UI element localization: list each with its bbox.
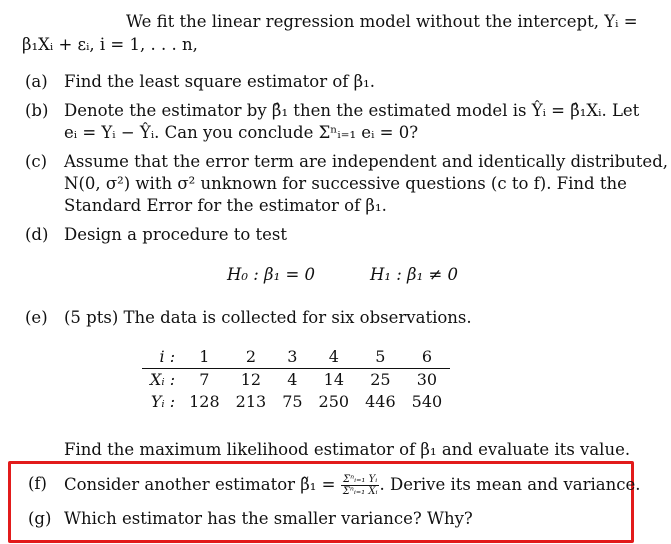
table-cell: 3 [274,346,310,369]
table-cell: 12 [240,370,262,389]
intro-line-1: We fit the linear regression model without the intercept, Yᵢ = [126,12,638,31]
fraction-denominator: Σⁿᵢ₌₁ Xᵢ [342,486,378,497]
part-c-label: (c) [25,152,48,171]
part-c-text-2: N(0, σ²) with σ² unknown for successive questions (c to f). Find the [64,174,627,193]
table-row-x [142,369,450,392]
observations-table [142,346,450,413]
part-b-text-2: eᵢ = Yᵢ − Ŷᵢ. Can you conclude Σⁿᵢ₌₁ eᵢ = 0? [64,123,419,142]
table-row-header: Xᵢ : [150,370,176,389]
table-row-header: i : [142,346,181,369]
part-e-text: (5 pts) The data is collected for six observations. [64,308,472,327]
alt-hypothesis: H₁ : β₁ ≠ 0 [370,265,459,284]
table-row-index [142,346,450,369]
table-cell: 14 [323,370,344,389]
part-g-text: Which estimator has the smaller variance? Why? [64,509,473,528]
table-cell: 2 [228,346,275,369]
table-cell: 75 [282,392,303,411]
part-d-label: (d) [25,225,49,244]
table-cell: 4 [287,370,298,389]
part-b-label: (b) [25,101,49,120]
table-row-header: Yᵢ : [150,392,176,411]
part-f-label: (f) [28,474,47,493]
intro-line-2: β₁Xᵢ + εᵢ, i = 1, . . . n, [22,35,198,54]
null-hypothesis: H₀ : β₁ = 0 [227,265,316,284]
part-d-text: Design a procedure to test [64,225,288,244]
table-cell: 213 [235,392,267,411]
estimator-fraction [341,474,380,497]
fraction-numerator: Σⁿᵢ₌₁ Yᵢ [341,474,380,486]
table-cell: 250 [318,392,350,411]
table-cell: 6 [404,346,451,369]
table-row-y [142,391,450,413]
part-f-text [64,474,641,497]
part-f-after: . Derive its mean and variance. [379,475,641,494]
part-c-text-1: Assume that the error term are independent and identically distributed, [64,152,668,171]
table-cell: 7 [199,370,210,389]
part-a-label: (a) [25,72,48,91]
table-cell: 1 [181,346,228,369]
table-cell: 30 [416,370,438,389]
part-a-text: Find the least square estimator of β₁. [64,72,376,91]
part-e-label: (e) [25,308,48,327]
table-cell: 4 [311,346,358,369]
table-cell: 540 [411,392,443,411]
part-f-before: Consider another estimator β̃₁ = [64,475,336,494]
part-g-label: (g) [28,509,52,528]
table-cell: 446 [365,392,396,411]
part-b-text-1: Denote the estimator by β̂₁ then the estimated model is Ŷᵢ = β̂₁Xᵢ. Let [64,101,640,120]
table-cell: 128 [189,392,220,411]
part-c-text-3: Standard Error for the estimator of β₁. [64,196,387,215]
part-e-followup: Find the maximum likelihood estimator of β₁ and evaluate its value. [64,440,631,459]
table-cell: 5 [357,346,404,369]
table-cell: 25 [370,370,391,389]
